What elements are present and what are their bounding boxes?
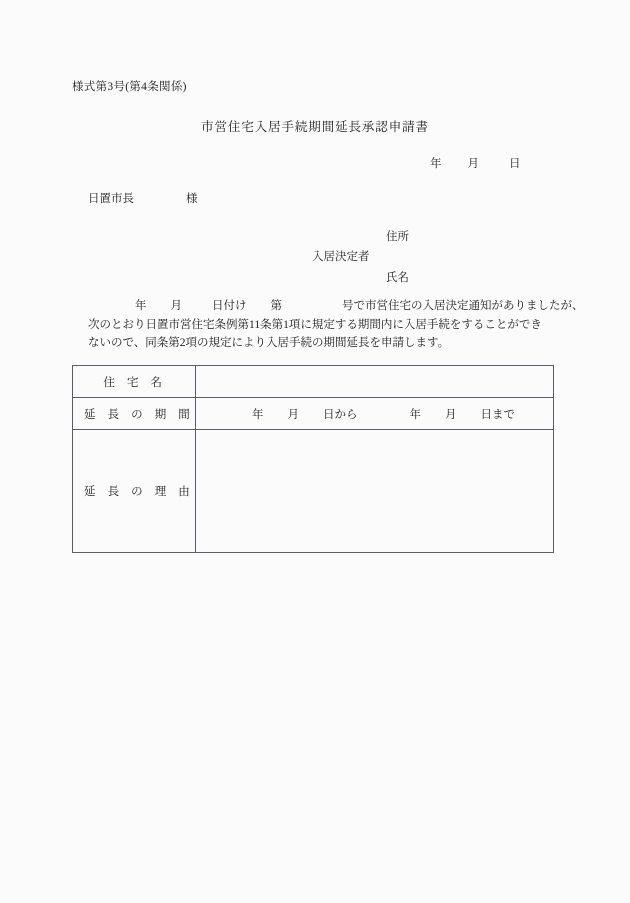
period-start-month: 月 xyxy=(287,408,299,421)
house-name-label-cell xyxy=(73,366,196,398)
period-end-day: 日まで xyxy=(480,408,515,421)
extension-reason-label: 延 長 の 理 由 xyxy=(84,486,195,498)
period-range xyxy=(206,406,543,422)
body-line-2: 次のとおり日置市営住宅条例第11条第1項に規定する期間内に入居手続をすることができ xyxy=(88,318,542,331)
house-name-value-cell[interactable] xyxy=(196,366,554,398)
notice-month-label: 月 xyxy=(170,300,182,312)
application-table xyxy=(72,365,554,553)
date-year-label: 年 xyxy=(430,158,442,170)
notice-year-label: 年 xyxy=(135,300,147,312)
date-day-label: 日 xyxy=(509,158,521,170)
addressee xyxy=(88,190,198,206)
addressee-honorific: 様 xyxy=(186,193,198,205)
notice-line-tail: 号で市営住宅の入居決定通知がありましたが、 xyxy=(342,300,584,312)
form-number: 様式第3号(第4条関係) xyxy=(72,81,187,93)
extension-period-label: 延 長 の 期 間 xyxy=(84,408,195,421)
applicant-block xyxy=(0,228,630,286)
addressee-office: 日置市長 xyxy=(88,193,134,205)
extension-period-label-cell xyxy=(73,398,196,430)
notice-number-prefix: 第 xyxy=(270,300,282,312)
body-line-1 xyxy=(88,297,584,316)
table-row xyxy=(73,398,554,430)
house-name-label: 住 宅 名 xyxy=(103,376,167,389)
applicant-name-label: 氏名 xyxy=(386,272,409,284)
extension-reason-label-cell xyxy=(73,430,196,553)
date-month-label: 月 xyxy=(467,158,479,170)
period-end-month: 月 xyxy=(445,408,457,421)
period-start-year: 年 xyxy=(252,408,264,421)
body-line-3: ないので、同条第2項の規定により入居手続の期間延長を申請します。 xyxy=(88,337,450,350)
applicant-role-label: 入居決定者 xyxy=(312,251,370,263)
submission-date-line xyxy=(430,155,521,171)
period-start-day: 日から xyxy=(323,408,358,421)
applicant-address-label: 住所 xyxy=(386,231,409,243)
extension-period-value-cell[interactable] xyxy=(196,398,554,430)
period-end-year: 年 xyxy=(409,408,421,421)
body-paragraph xyxy=(88,297,584,353)
table-row xyxy=(73,430,554,553)
extension-reason-value-cell[interactable] xyxy=(196,430,554,553)
table-row xyxy=(73,366,554,398)
notice-day-label: 日付け xyxy=(212,300,247,312)
page-title: 市営住宅入居手続期間延長承認申請書 xyxy=(201,120,429,134)
